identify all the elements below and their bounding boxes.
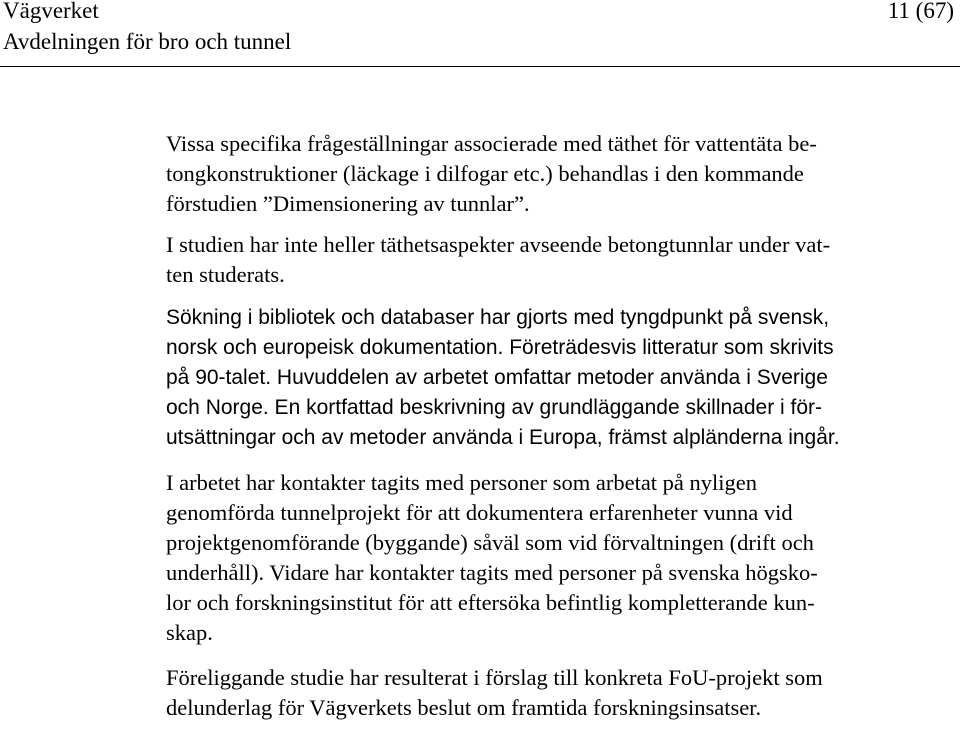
paragraph-contacts: [166, 468, 950, 648]
document-body: [166, 129, 950, 723]
paragraph-limitations: [166, 230, 950, 290]
text-line: tongkonstruktioner (läckage i dilfogar etc.) behandlas i den kommande: [166, 161, 804, 186]
department-name: Avdelningen för bro och tunnel: [3, 29, 292, 54]
text-line: förstudien ”Dimensionering av tunnlar”.: [166, 191, 530, 216]
text-line: utsättningar och av metoder använda i Europa, främst alpländerna ingår.: [166, 426, 840, 449]
text-line: norsk och europeisk dokumentation. Företrädesvis litteratur som skrivits: [166, 336, 834, 359]
organization-name: Vägverket: [3, 0, 99, 23]
text-line: I arbetet har kontakter tagits med personer som arbetat på nyligen: [166, 470, 758, 495]
text-line: ten studerats.: [166, 262, 285, 287]
text-line: delunderlag för Vägverkets beslut om framtida forskningsinsatser.: [166, 695, 762, 720]
page-number: 11 (67): [887, 0, 954, 23]
text-line: skap.: [166, 620, 213, 645]
page-header: [0, 0, 960, 67]
text-line: projektgenomförande (byggande) såväl som vid förvaltningen (drift och: [166, 530, 814, 555]
paragraph-literature-search: [166, 303, 950, 453]
text-line: Sökning i bibliotek och databaser har gjorts med tyngdpunkt på svensk,: [166, 306, 830, 329]
text-line: Föreliggande studie har resulterat i förslag till konkreta FoU-projekt som: [166, 665, 823, 690]
text-line: underhåll). Vidare har kontakter tagits med personer på svenska högsko-: [166, 560, 818, 585]
text-line: och Norge. En kortfattad beskrivning av grundläggande skillnader i för-: [166, 396, 823, 419]
text-line: lor och forskningsinstitut för att eftersöka befintlig kompletterande kun-: [166, 590, 815, 615]
paragraph-scope: [166, 129, 950, 219]
text-line: genomförda tunnelprojekt för att dokumentera erfarenheter vunna vid: [166, 500, 793, 525]
text-line: Vissa specifika frågeställningar associerade med täthet för vattentäta be-: [166, 131, 817, 156]
text-line: på 90-talet. Huvuddelen av arbetet omfattar metoder använda i Sverige: [166, 366, 828, 389]
text-line: I studien har inte heller täthetsaspekter avseende betongtunnlar under vat-: [166, 232, 831, 257]
paragraph-results: [166, 663, 950, 723]
